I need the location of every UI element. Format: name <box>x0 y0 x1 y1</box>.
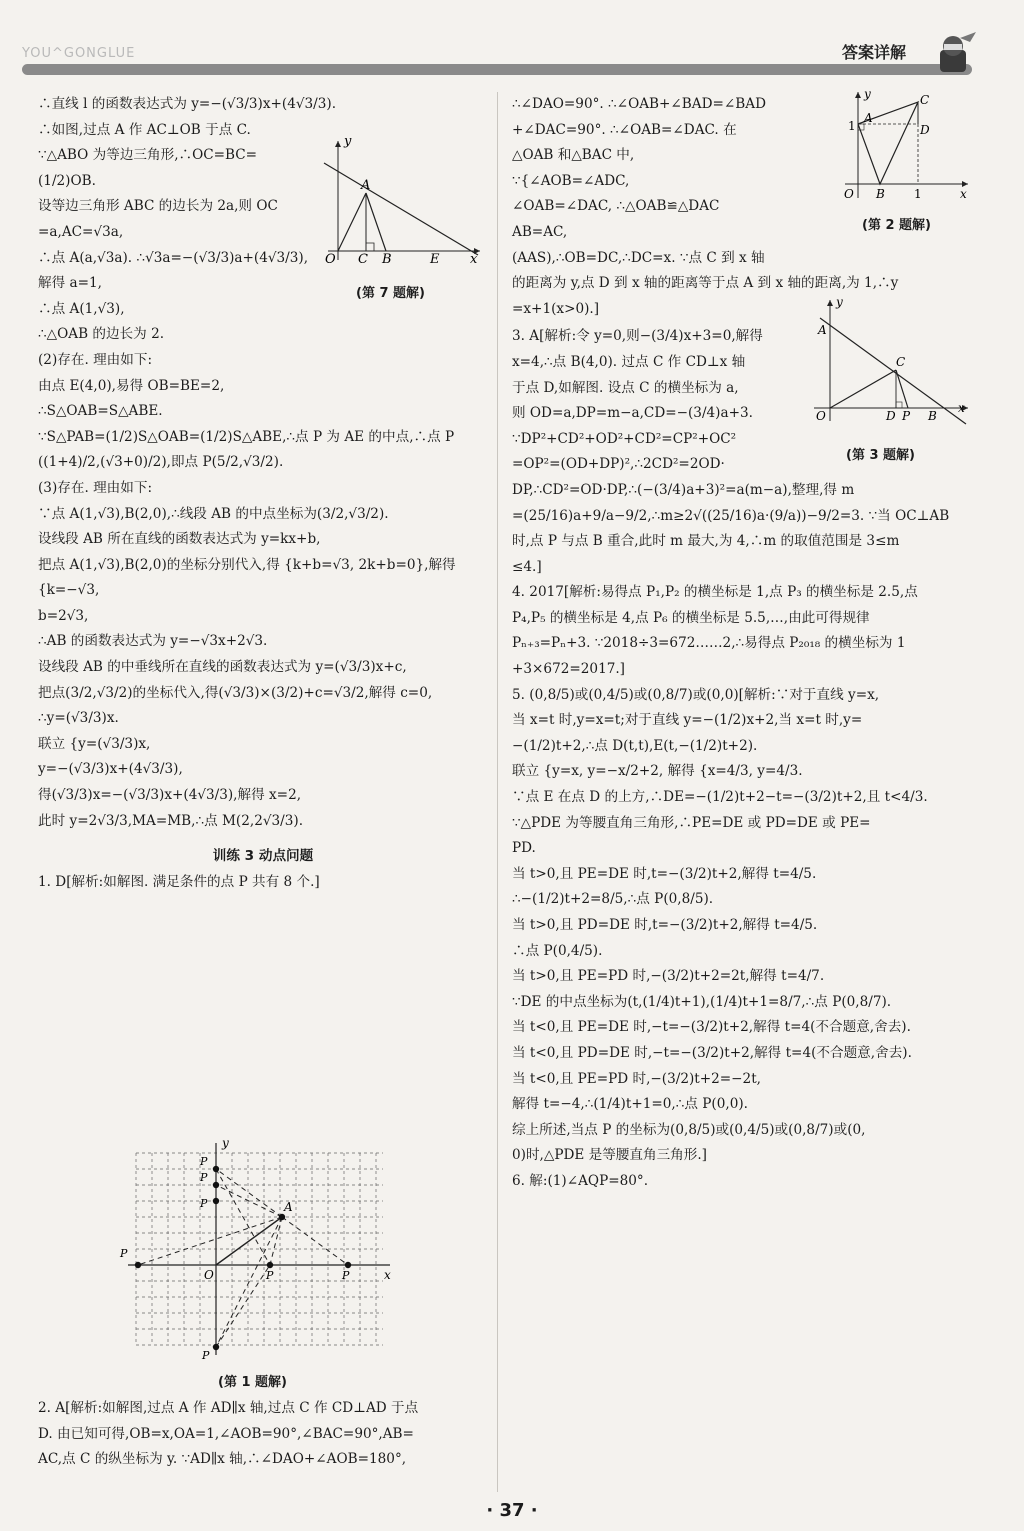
figure-2 <box>840 88 975 208</box>
text-line: =(25/16)a+9/a−9/2,∴m≥2√((25/16)a·(9/a))−9/2=3. ∵当 OC⊥AB <box>512 507 950 524</box>
header-bar <box>22 64 972 75</box>
svg-text:y: y <box>222 1136 229 1150</box>
text-line: ∵{∠AOB=∠ADC, <box>512 172 630 189</box>
text-line: {k=−√3, <box>38 582 100 599</box>
svg-text:x: x <box>958 401 965 415</box>
figure-3 <box>810 296 975 426</box>
svg-text:C: C <box>920 93 930 107</box>
text-line: +∠DAC=90°. ∴∠OAB=∠DAC. 在 <box>512 121 737 138</box>
left-column-bottom <box>38 1396 488 1473</box>
text-line: 联立 {y=x, y=−x/2+2, 解得 {x=4/3, y=4/3. <box>512 763 803 780</box>
svg-text:P: P <box>200 1171 208 1184</box>
text-line: ∵△PDE 为等腰直角三角形,∴PE=DE 或 PD=DE 或 PE= <box>512 814 871 831</box>
svg-text:x: x <box>470 252 478 265</box>
svg-text:D: D <box>886 409 896 423</box>
text-line: ∴−(1/2)t+2=8/5,∴点 P(0,8/5). <box>512 891 714 908</box>
text-line: ∵点 E 在点 D 的上方,∴DE=−(1/2)t+2−t=−(3/2)t+2,且 t<4/3. <box>512 789 928 806</box>
text-line: b=2√3, <box>38 607 89 624</box>
text-line: 0)时,△PDE 是等腰直角三角形.] <box>512 1147 707 1164</box>
text-line: 3. A[解析:令 y=0,则−(3/4)x+3=0,解得 <box>512 328 763 345</box>
section-title: 训练 3 动点问题 <box>212 848 314 865</box>
text-line: ∠OAB=∠DAC, ∴△OAB≌△DAC <box>512 198 720 215</box>
text-line: ∴S△OAB=S△ABE. <box>38 403 163 420</box>
figure-1 <box>118 1135 393 1365</box>
svg-text:A: A <box>284 1200 293 1214</box>
text-line: 解得 t=−4,∴(1/4)t+1=0,∴点 P(0,0). <box>512 1096 748 1113</box>
text-line: 由点 E(4,0),易得 OB=BE=2, <box>38 377 225 394</box>
text-line: ∴点 A(1,√3), <box>38 300 125 317</box>
text-line: 设等边三角形 ABC 的边长为 2a,则 OC <box>38 198 278 215</box>
text-line: −(1/2)t+2,∴点 D(t,t),E(t,−(1/2)t+2). <box>512 737 758 754</box>
svg-text:x: x <box>384 1268 391 1282</box>
text-line: 1. D[解析:如解图. 满足条件的点 P 共有 8 个.] <box>38 873 320 890</box>
text-line: ∴AB 的函数表达式为 y=−√3x+2√3. <box>38 633 268 650</box>
text-line: 时,点 P 与点 B 重合,此时 m 最大,为 4,∴m 的取值范围是 3≤m <box>512 533 900 550</box>
text-line: ∵S△PAB=(1/2)S△OAB=(1/2)S△ABE,∴点 P 为 AE 的中点,∴点 P <box>38 428 455 445</box>
text-line: 当 t<0,且 PE=DE 时,−t=−(3/2)t+2,解得 t=4(不合题意,舍去). <box>512 1019 911 1036</box>
text-line: ∵点 A(1,√3),B(2,0),∴线段 AB 的中点坐标为(3/2,√3/2). <box>38 505 389 522</box>
text-line: DP,∴CD²=OD·DP,∴(−(3/4)a+3)²=a(m−a),整理,得 m <box>512 481 855 498</box>
svg-text:y: y <box>864 88 871 101</box>
svg-text:P: P <box>200 1197 208 1210</box>
svg-text:B: B <box>876 187 885 201</box>
svg-text:y: y <box>836 296 843 309</box>
text-line: PD. <box>512 840 536 857</box>
text-line: ∴∠DAO=90°. ∴∠OAB+∠BAD=∠BAD <box>512 96 766 112</box>
svg-text:x: x <box>960 187 967 201</box>
text-line: 当 t>0,且 PD=DE 时,t=−(3/2)t+2,解得 t=4/5. <box>512 917 818 933</box>
text-line: 联立 {y=(√3/3)x, <box>38 735 151 752</box>
right-column <box>512 92 980 1195</box>
text-line: ≤4.] <box>512 558 542 575</box>
text-line: 当 t>0,且 PE=DE 时,t=−(3/2)t+2,解得 t=4/5. <box>512 865 817 882</box>
text-line: 2. A[解析:如解图,过点 A 作 AD∥x 轴,过点 C 作 CD⊥AD 于点 <box>38 1400 419 1416</box>
text-line: ∴△OAB 的边长为 2. <box>38 326 165 343</box>
text-line: y=−(√3/3)x+(4√3/3), <box>38 761 183 778</box>
text-line: (AAS),∴OB=DC,∴DC=x. ∵点 C 到 x 轴 <box>512 249 765 266</box>
text-line: AC,点 C 的纵坐标为 y. ∵AD∥x 轴,∴∠DAO+∠AOB=180°, <box>38 1451 407 1468</box>
text-line: ∴点 A(a,√3a). ∴√3a=−(√3/3)a+(4√3/3), <box>38 249 309 266</box>
page-number: · 37 · <box>486 1500 538 1521</box>
svg-text:A: A <box>818 323 827 337</box>
text-line: 把点(3/2,√3/2)的坐标代入,得(√3/3)×(3/2)+c=√3/2,解得 c=0, <box>38 684 433 701</box>
text-line: Pₙ₊₃=Pₙ+3. ∵2018÷3=672……2,∴易得点 P₂₀₁₈ 的横坐标为 1 <box>512 635 906 652</box>
figure-3-caption: (第 3 题解) <box>846 448 915 463</box>
text-line: 解得 a=1, <box>38 275 102 292</box>
text-line: =a,AC=√3a, <box>38 223 124 240</box>
text-line: 5. (0,8/5)或(0,4/5)或(0,8/7)或(0,0)[解析:∵对于直线 y=x, <box>512 686 880 703</box>
figure-2-caption: (第 2 题解) <box>862 218 931 233</box>
text-line: 把点 A(1,√3),B(2,0)的坐标分别代入,得 {k+b=√3, 2k+b=0},解得 <box>38 556 456 573</box>
svg-text:B: B <box>382 252 392 265</box>
text-line: P₄,P₅ 的横坐标是 4,点 P₆ 的横坐标是 5.5,…,由此可得规律 <box>512 609 870 626</box>
figure-1-caption: (第 1 题解) <box>218 1375 287 1390</box>
svg-text:P: P <box>266 1269 274 1282</box>
svg-text:A: A <box>864 111 873 125</box>
text-line: ((1+4)/2,(√3+0)/2),即点 P(5/2,√3/2). <box>38 454 284 471</box>
svg-text:P: P <box>202 1349 210 1362</box>
text-line: 此时 y=2√3/3,MA=MB,∴点 M(2,2√3/3). <box>38 812 304 829</box>
text-line: 于点 D,如解图. 设点 C 的横坐标为 a, <box>512 379 739 396</box>
text-line: ∴点 P(0,4/5). <box>512 942 603 959</box>
text-line: 当 x=t 时,y=x=t;对于直线 y=−(1/2)x+2,当 x=t 时,y= <box>512 712 863 729</box>
svg-text:P: P <box>200 1155 208 1168</box>
text-line: ∴y=(√3/3)x. <box>38 710 119 727</box>
svg-text:1: 1 <box>914 187 922 201</box>
text-line: +3×672=2017.] <box>512 661 625 678</box>
svg-text:O: O <box>816 409 826 423</box>
svg-text:O: O <box>325 252 336 265</box>
text-line: △OAB 和△BAC 中, <box>512 147 635 164</box>
text-line: (1/2)OB. <box>38 172 96 189</box>
text-line: 设线段 AB 所在直线的函数表达式为 y=kx+b, <box>38 531 321 548</box>
text-line: D. 由已知可得,OB=x,OA=1,∠AOB=90°,∠BAC=90°,AB= <box>38 1425 414 1442</box>
svg-text:y: y <box>344 135 352 149</box>
text-line: (2)存在. 理由如下: <box>38 351 153 368</box>
text-line: ∴直线 l 的函数表达式为 y=−(√3/3)x+(4√3/3). <box>38 96 337 112</box>
svg-text:B: B <box>928 409 937 423</box>
text-line: 设线段 AB 的中垂线所在直线的函数表达式为 y=(√3/3)x+c, <box>38 659 407 676</box>
mascot-icon <box>930 32 978 78</box>
column-divider <box>497 92 498 1492</box>
text-line: 6. 解:(1)∠AQP=80°. <box>512 1172 649 1189</box>
svg-text:A: A <box>361 178 371 193</box>
text-line: 综上所述,当点 P 的坐标为(0,8/5)或(0,4/5)或(0,8/7)或(0, <box>512 1121 866 1138</box>
text-line: ∵△ABO 为等边三角形,∴OC=BC= <box>38 147 258 164</box>
text-line: 则 OD=a,DP=m−a,CD=−(3/4)a+3. <box>512 405 753 422</box>
text-line: 得(√3/3)x=−(√3/3)x+(4√3/3),解得 x=2, <box>38 787 302 804</box>
svg-text:1: 1 <box>848 119 856 133</box>
svg-text:C: C <box>896 355 906 369</box>
svg-text:D: D <box>920 123 930 137</box>
svg-text:E: E <box>430 252 440 265</box>
text-line: (3)存在. 理由如下: <box>38 479 153 496</box>
svg-text:P: P <box>902 409 911 423</box>
text-line: 4. 2017[解析:易得点 P₁,P₂ 的横坐标是 1,点 P₃ 的横坐标是 2.5,点 <box>512 584 918 601</box>
svg-text:O: O <box>844 187 854 201</box>
text-line: ∵DP²+CD²+OD²+CD²=CP²+OC² <box>512 430 737 447</box>
figure-7 <box>318 135 488 265</box>
figure-7-caption: (第 7 题解) <box>356 286 425 301</box>
brand-text: YOU^GONGLUE <box>22 46 136 61</box>
text-line: x=4,∴点 B(4,0). 过点 C 作 CD⊥x 轴 <box>512 353 746 370</box>
svg-text:P: P <box>120 1247 128 1260</box>
text-line: 当 t<0,且 PD=DE 时,−t=−(3/2)t+2,解得 t=4(不合题意,舍去). <box>512 1044 912 1061</box>
svg-text:O: O <box>204 1268 214 1282</box>
text-line: 的距离为 y,点 D 到 x 轴的距离等于点 A 到 x 轴的距离,为 1,∴y <box>512 275 899 292</box>
text-line: ∵DE 的中点坐标为(t,(1/4)t+1),(1/4)t+1=8/7,∴点 P(0,8/7). <box>512 993 892 1010</box>
text-line: 当 t>0,且 PE=PD 时,−(3/2)t+2=2t,解得 t=4/7. <box>512 968 825 985</box>
text-line: AB=AC, <box>512 223 568 240</box>
svg-text:C: C <box>358 252 368 265</box>
text-line: =x+1(x>0).] <box>512 300 600 317</box>
svg-text:P: P <box>342 1269 350 1282</box>
header-title: 答案详解 <box>842 43 907 62</box>
text-line: 当 t<0,且 PE=PD 时,−(3/2)t+2=−2t, <box>512 1070 761 1087</box>
page-header <box>0 0 1024 90</box>
text-line: =OP²=(OD+DP)²,∴2CD²=2OD· <box>512 456 725 473</box>
text-line: ∴如图,过点 A 作 AC⊥OB 于点 C. <box>38 121 251 138</box>
